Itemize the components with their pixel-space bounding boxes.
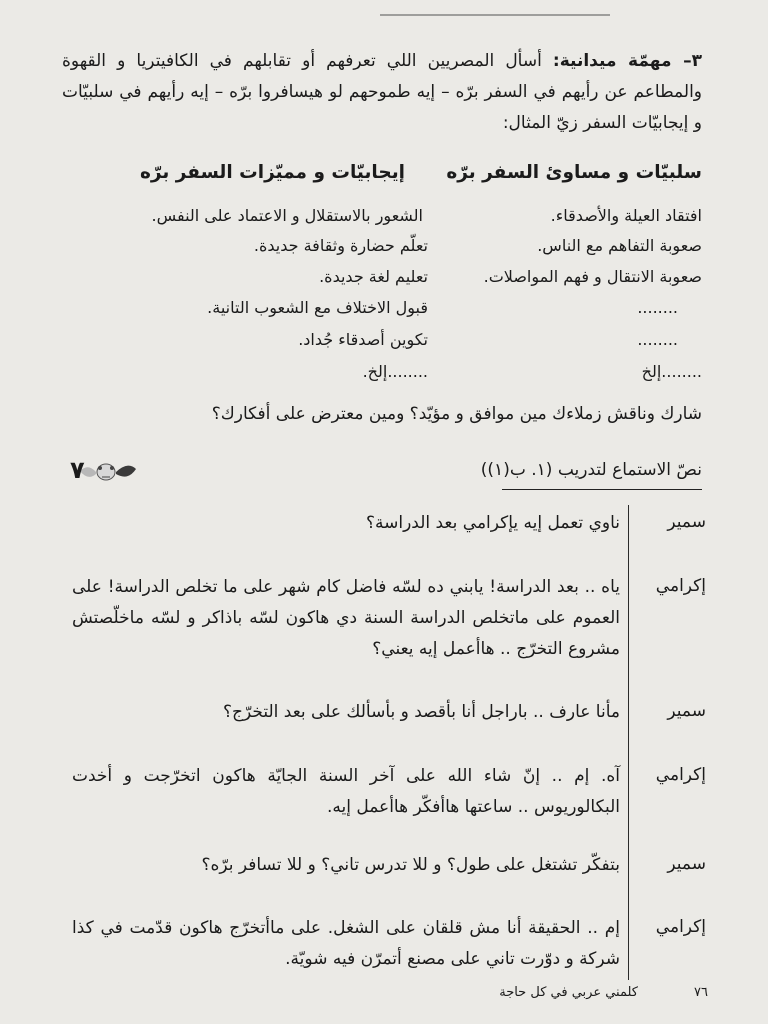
dialogue-line: ياه .. بعد الدراسة! يابني ده لسّه فاضل كام شهر على ما تخلص الدراسة! على العموم على ماتخلص الدراسة السنة دي هاكون لسّه باذاكر و لسّه ماخلّصتش مشروع التخرّج .. هاأعمل إيه يعني؟ xyxy=(72,577,620,659)
book-title: كلمني عربي في كل حاجة xyxy=(499,985,638,1000)
negative-item: صعوبة الانتقال و فهم المواصلات. xyxy=(483,267,702,286)
page-number: ٧٦ xyxy=(694,985,708,1000)
positive-item: قبول الاختلاف مع الشعوب التانية. xyxy=(207,298,428,317)
title-underline xyxy=(502,489,702,490)
positive-item: تعليم لغة جديدة. xyxy=(319,267,428,286)
negative-item: صعوبة التفاهم مع الناس. xyxy=(537,236,702,255)
negatives-title: سلبيّات و مساوئ السفر برّه xyxy=(446,162,702,183)
positive-item: تكوين أصدقاء جُداد. xyxy=(298,330,428,349)
positive-item: الشعور بالاستقلال و الاعتماد على النفس. xyxy=(151,206,423,225)
discussion-prompt: شارك وناقش زملاءك مين موافق و مؤيّد؟ ومين معترض على أفكارك؟ xyxy=(211,404,702,424)
positive-item: ........إلخ. xyxy=(362,362,428,381)
task-label: ٣– مهمّة ميدانية: xyxy=(552,51,703,71)
negative-item: ........ xyxy=(637,298,678,317)
speaker-name: سمير xyxy=(667,512,706,532)
speaker-name: إكرامي xyxy=(655,765,706,785)
positive-item: تعلّم حضارة وثقافة جديدة. xyxy=(253,236,428,255)
listening-title: نصّ الاستماع لتدريب (١. ب(١)) xyxy=(480,460,702,480)
task-text: أسأل المصريين اللي تعرفهم أو تقابلهم في الكافيتريا و القهوة والمطاعم عن رأيهم في السفر برّه – إيه طموحهم لو هيسافروا برّه – إيه رأيهم في سلبيّات و إيجابيّات السفر زيّ المثال: xyxy=(62,51,702,133)
scan-edge-artifact xyxy=(380,0,610,16)
speaker-name: سمير xyxy=(667,701,706,721)
dialogue-line: بتفكّر تشتغل على طول؟ و للا تدرس تاني؟ و للا تسافر برّه؟ xyxy=(201,855,620,875)
dialogue-line: إم .. الحقيقة أنا مش قلقان على الشغل. على ماأتخرّج هاكون قدّمت في كذا شركة و دوّرت تاني على مصنع أتمرّن فيه شويّة. xyxy=(72,918,620,969)
dialogue-line: مأنا عارف .. باراجل أنا بأقصد و بأسألك على بعد التخرّج؟ xyxy=(223,702,620,722)
field-task xyxy=(62,46,702,139)
negative-item: ........إلخ xyxy=(641,362,702,381)
positives-title: إيجابيّات و مميّزات السفر برّه xyxy=(139,162,405,183)
negative-item: افتقاد العيلة والأصدقاء. xyxy=(550,206,702,225)
dialogue-line: ناوي تعمل إيه يإكرامي بعد الدراسة؟ xyxy=(365,513,620,533)
speaker-name: سمير xyxy=(667,854,706,874)
speaker-name: إكرامي xyxy=(655,576,706,596)
side-mark: ٧ xyxy=(70,456,85,484)
dialogue-line: آه. إم .. إنّ شاء الله على آخر السنة الجايّة هاكون اتخرّجت و أخدت البكالوريوس .. ساعتها هاأفكّر هاأعمل إيه. xyxy=(72,766,620,817)
negative-item: ........ xyxy=(637,330,678,349)
dialogue-divider xyxy=(628,505,629,980)
speaker-name: إكرامي xyxy=(655,917,706,937)
